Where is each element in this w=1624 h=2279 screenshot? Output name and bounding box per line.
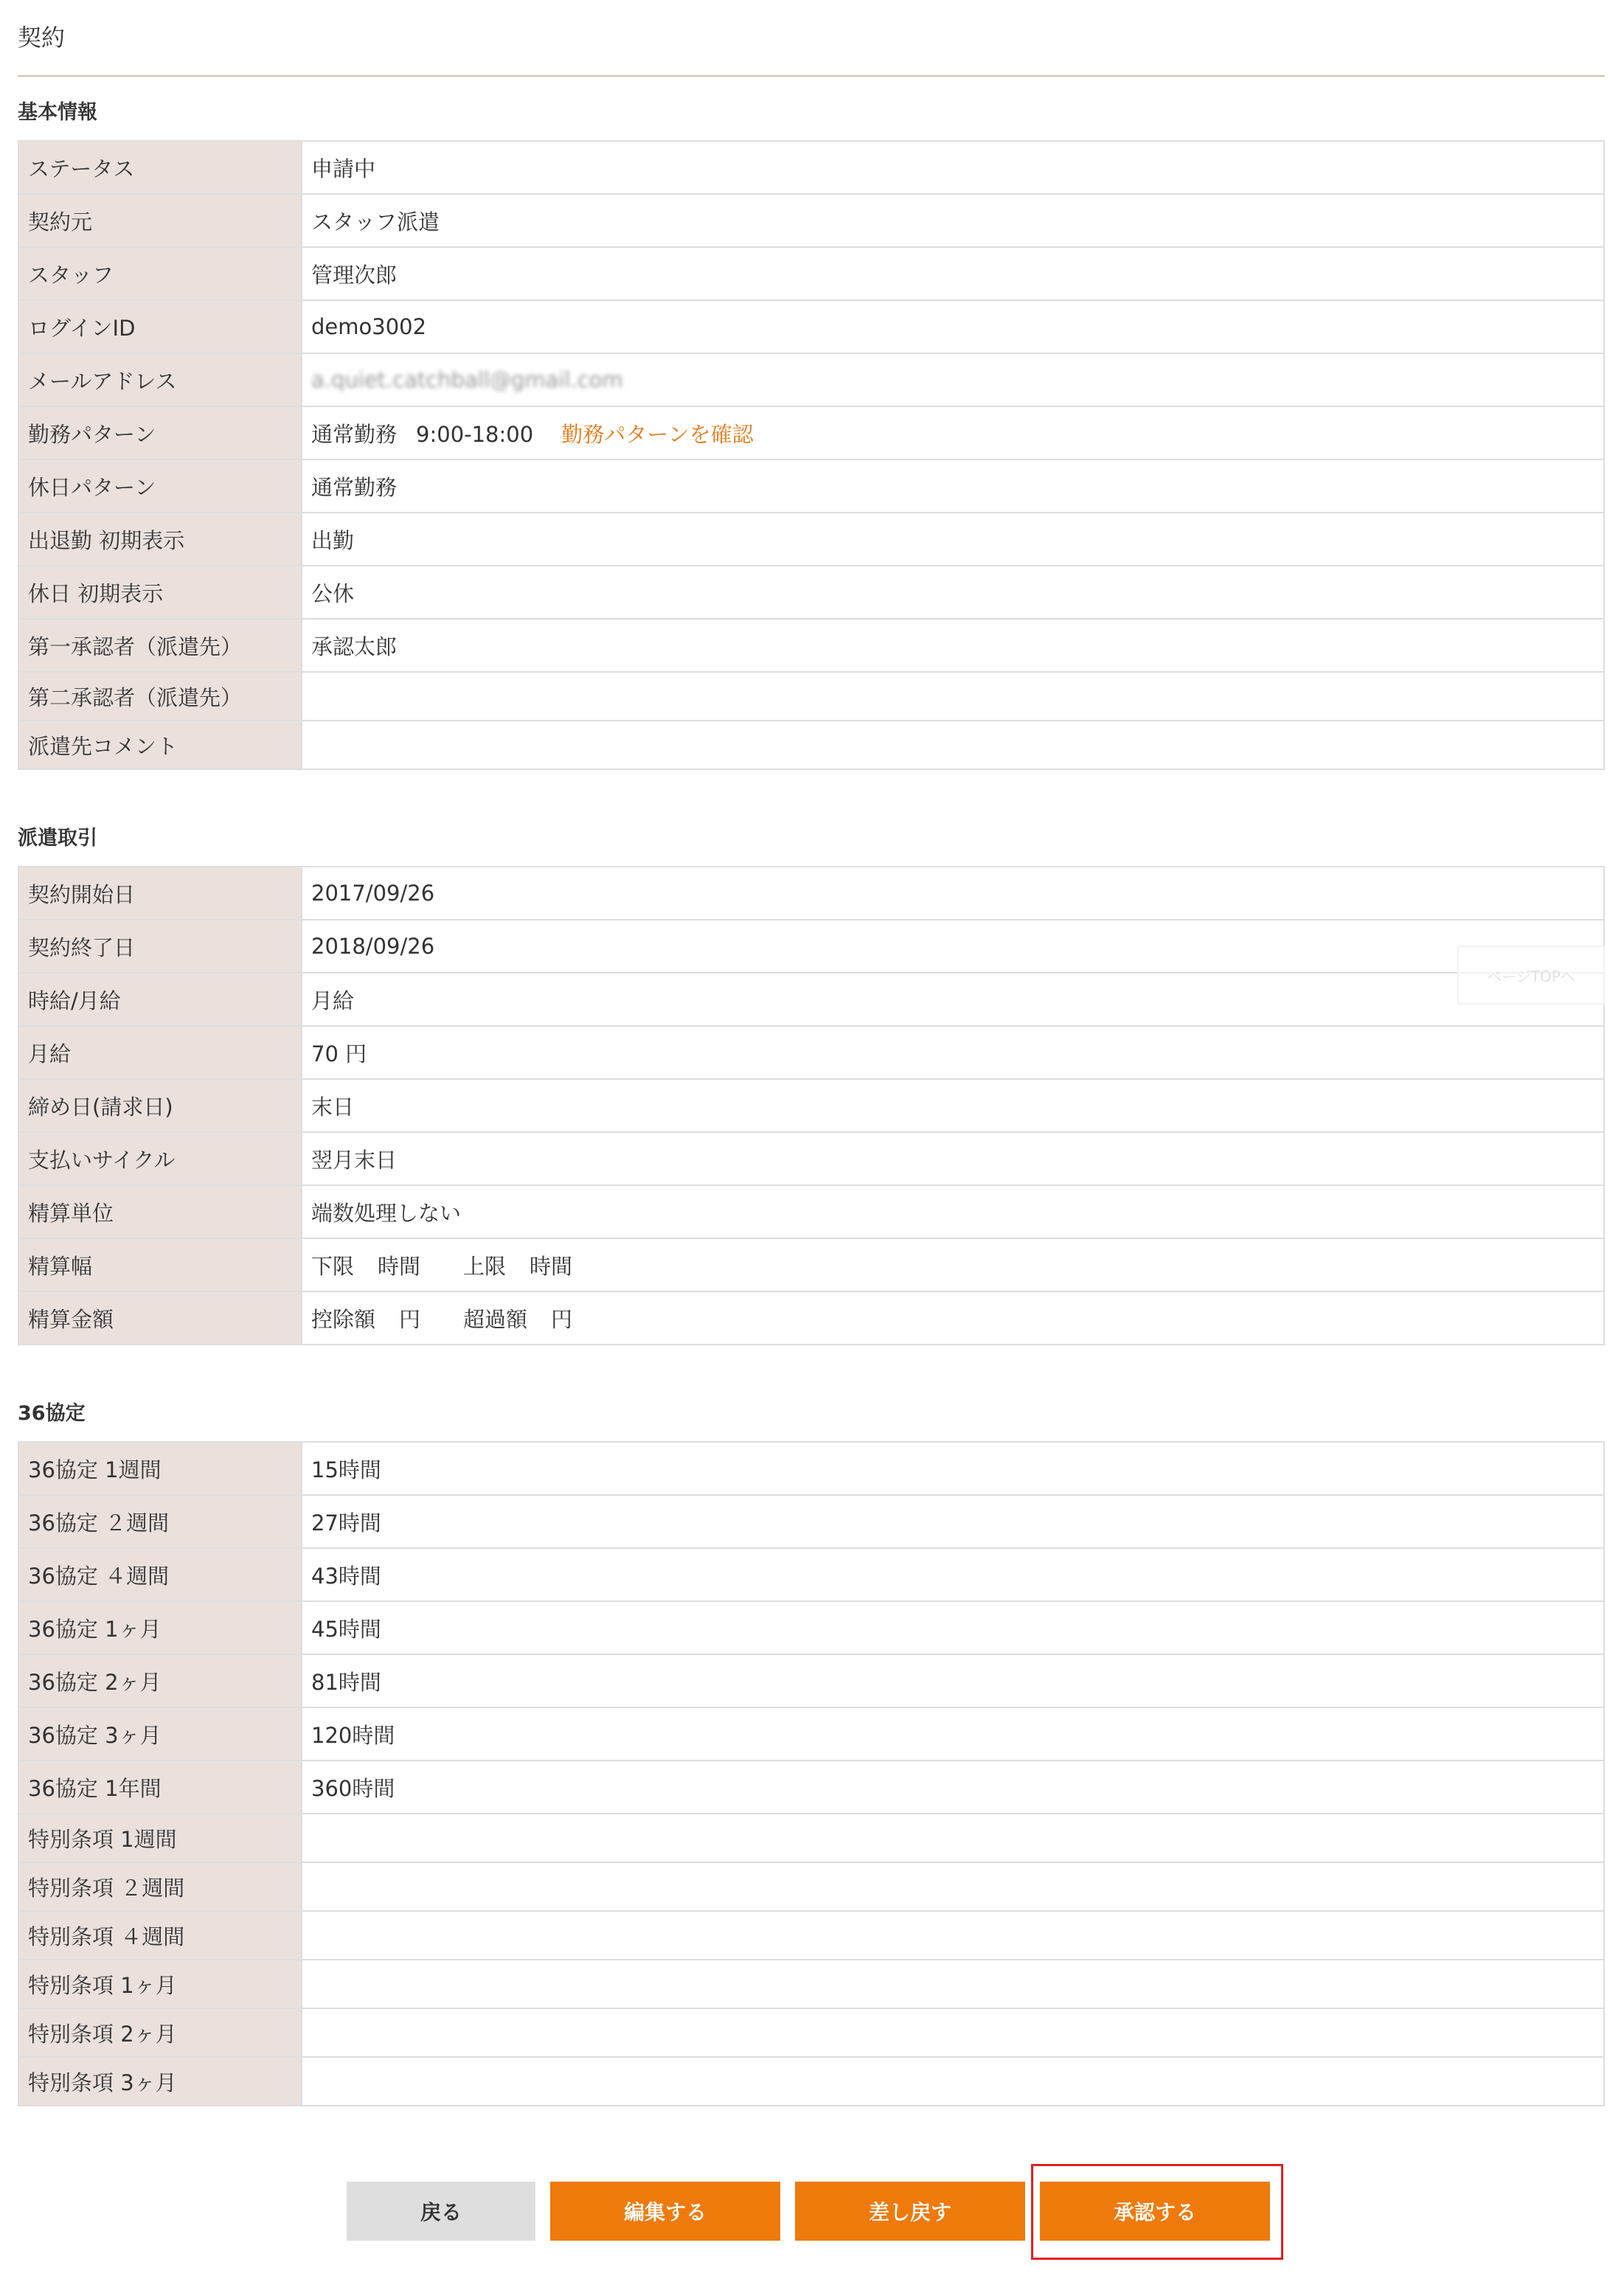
settlement-unit-label: 精算単位 [18, 1185, 302, 1238]
settlement-amount-label: 精算金額 [18, 1291, 302, 1345]
deduction-label: 控除額 [311, 1306, 376, 1332]
holiday-pattern-value: 通常勤務 [302, 459, 1604, 513]
table-row [18, 459, 1604, 513]
table-row [18, 920, 1604, 973]
client-comment-label: 派遣先コメント [18, 721, 302, 769]
login-id-label: ログインID [18, 300, 302, 353]
excess-label: 超過額 [463, 1306, 528, 1332]
table-row [18, 1707, 1604, 1761]
a36-label: 36協定 1年間 [18, 1761, 302, 1814]
page-title: 契約 [18, 24, 66, 52]
a36-label: 36協定 1ヶ月 [18, 1601, 302, 1654]
table-row [18, 1862, 1604, 1911]
a36-value: 120時間 [302, 1707, 1604, 1761]
table-row [18, 1761, 1604, 1814]
special-label: 特別条項 1ヶ月 [18, 1960, 302, 2008]
settlement-amount-cell [302, 1291, 1604, 1345]
special-label: 特別条項 3ヶ月 [18, 2057, 302, 2106]
special-value [302, 2008, 1604, 2057]
approve-highlight-box [1031, 2164, 1283, 2260]
table-row [18, 672, 1604, 721]
a36-label: 36協定 3ヶ月 [18, 1707, 302, 1761]
work-pattern-cell [302, 406, 1604, 459]
basic-info-table [18, 140, 1605, 770]
payment-cycle-value: 翌月末日 [302, 1132, 1604, 1185]
table-row [18, 300, 1604, 353]
work-pattern-link[interactable]: 勤務パターンを確認 [561, 421, 754, 447]
table-row [18, 1654, 1604, 1707]
email-value: a.quiet.catchball@gmail.com [311, 367, 623, 392]
approver2-label: 第二承認者（派遣先） [18, 672, 302, 721]
start-date-value: 2017/09/26 [302, 867, 1604, 920]
table-row [18, 406, 1604, 459]
approve-button[interactable]: 承認する [1040, 2182, 1270, 2241]
contractor-value: スタッフ派遣 [302, 194, 1604, 247]
deduction-unit: 円 [399, 1306, 421, 1332]
staff-label: スタッフ [18, 247, 302, 300]
table-row [18, 1442, 1604, 1495]
table-row [18, 141, 1604, 194]
staff-value: 管理次郎 [302, 247, 1604, 300]
table-row [18, 619, 1604, 672]
holiday-pattern-label: 休日パターン [18, 459, 302, 513]
pay-type-label: 時給/月給 [18, 973, 302, 1026]
dispatch-table [18, 866, 1605, 1345]
upper-limit-unit: 時間 [530, 1253, 573, 1279]
edit-button[interactable]: 編集する [550, 2182, 780, 2241]
table-row [18, 1132, 1604, 1185]
settlement-unit-value: 端数処理しない [302, 1185, 1604, 1238]
holiday-default-label: 休日 初期表示 [18, 566, 302, 619]
table-row [18, 1026, 1604, 1079]
a36-value: 360時間 [302, 1761, 1604, 1814]
work-pattern-value: 通常勤務 [311, 421, 398, 447]
special-value [302, 1960, 1604, 2008]
send-back-button[interactable]: 差し戻す [795, 2182, 1025, 2241]
payment-cycle-label: 支払いサイクル [18, 1132, 302, 1185]
closing-day-value: 末日 [302, 1079, 1604, 1132]
special-value [302, 1814, 1604, 1862]
back-button[interactable]: 戻る [347, 2182, 535, 2241]
table-row [18, 2008, 1604, 2057]
pay-type-value: 月給 [302, 973, 1604, 1026]
login-id-value: demo3002 [302, 300, 1604, 353]
section-title-36: 36協定 [18, 1402, 86, 1425]
excess-unit: 円 [551, 1306, 573, 1332]
table-row [18, 1495, 1604, 1548]
table-row [18, 353, 1604, 406]
page-top-button[interactable]: ページTOPへ [1457, 946, 1605, 1005]
monthly-pay-value: 70 円 [302, 1026, 1604, 1079]
a36-label: 36協定 ４週間 [18, 1548, 302, 1601]
special-label: 特別条項 1週間 [18, 1814, 302, 1862]
table-row [18, 721, 1604, 769]
agreement36-table [18, 1441, 1605, 2106]
monthly-pay-label: 月給 [18, 1026, 302, 1079]
end-date-value: 2018/09/26 [302, 920, 1604, 973]
status-value: 申請中 [302, 141, 1604, 194]
a36-value: 27時間 [302, 1495, 1604, 1548]
end-date-label: 契約終了日 [18, 920, 302, 973]
email-label: メールアドレス [18, 353, 302, 406]
email-value-cell [302, 353, 1604, 406]
a36-value: 15時間 [302, 1442, 1604, 1495]
table-row [18, 247, 1604, 300]
table-row [18, 1079, 1604, 1132]
start-date-label: 契約開始日 [18, 867, 302, 920]
table-row [18, 1911, 1604, 1960]
a36-label: 36協定 1週間 [18, 1442, 302, 1495]
a36-label: 36協定 2ヶ月 [18, 1654, 302, 1707]
closing-day-label: 締め日(請求日) [18, 1079, 302, 1132]
upper-limit-label: 上限 [463, 1253, 507, 1279]
approver1-value: 承認太郎 [302, 619, 1604, 672]
work-pattern-label: 勤務パターン [18, 406, 302, 459]
table-row [18, 1814, 1604, 1862]
table-row [18, 1185, 1604, 1238]
lower-limit-unit: 時間 [378, 1253, 421, 1279]
title-divider [18, 75, 1605, 77]
holiday-default-value: 公休 [302, 566, 1604, 619]
special-value [302, 1911, 1604, 1960]
approver1-label: 第一承認者（派遣先） [18, 619, 302, 672]
approver2-value [302, 672, 1604, 721]
table-row [18, 1548, 1604, 1601]
special-value [302, 1862, 1604, 1911]
attendance-default-label: 出退勤 初期表示 [18, 513, 302, 566]
special-label: 特別条項 ２週間 [18, 1862, 302, 1911]
a36-value: 45時間 [302, 1601, 1604, 1654]
table-row [18, 1291, 1604, 1345]
lower-limit-label: 下限 [311, 1253, 355, 1279]
attendance-default-value: 出勤 [302, 513, 1604, 566]
contractor-label: 契約元 [18, 194, 302, 247]
special-value [302, 2057, 1604, 2106]
settlement-range-label: 精算幅 [18, 1238, 302, 1291]
table-row [18, 566, 1604, 619]
a36-value: 43時間 [302, 1548, 1604, 1601]
table-row [18, 2057, 1604, 2106]
settlement-range-cell [302, 1238, 1604, 1291]
table-row [18, 1960, 1604, 2008]
table-row [18, 194, 1604, 247]
a36-value: 81時間 [302, 1654, 1604, 1707]
table-row [18, 513, 1604, 566]
work-pattern-time: 9:00-18:00 [416, 421, 534, 447]
table-row [18, 867, 1604, 920]
special-label: 特別条項 ４週間 [18, 1911, 302, 1960]
section-title-dispatch: 派遣取引 [18, 827, 97, 850]
a36-label: 36協定 ２週間 [18, 1495, 302, 1548]
section-title-basic: 基本情報 [18, 101, 97, 124]
client-comment-value [302, 721, 1604, 769]
table-row [18, 1601, 1604, 1654]
table-row [18, 1238, 1604, 1291]
special-label: 特別条項 2ヶ月 [18, 2008, 302, 2057]
status-label: ステータス [18, 141, 302, 194]
table-row [18, 973, 1604, 1026]
